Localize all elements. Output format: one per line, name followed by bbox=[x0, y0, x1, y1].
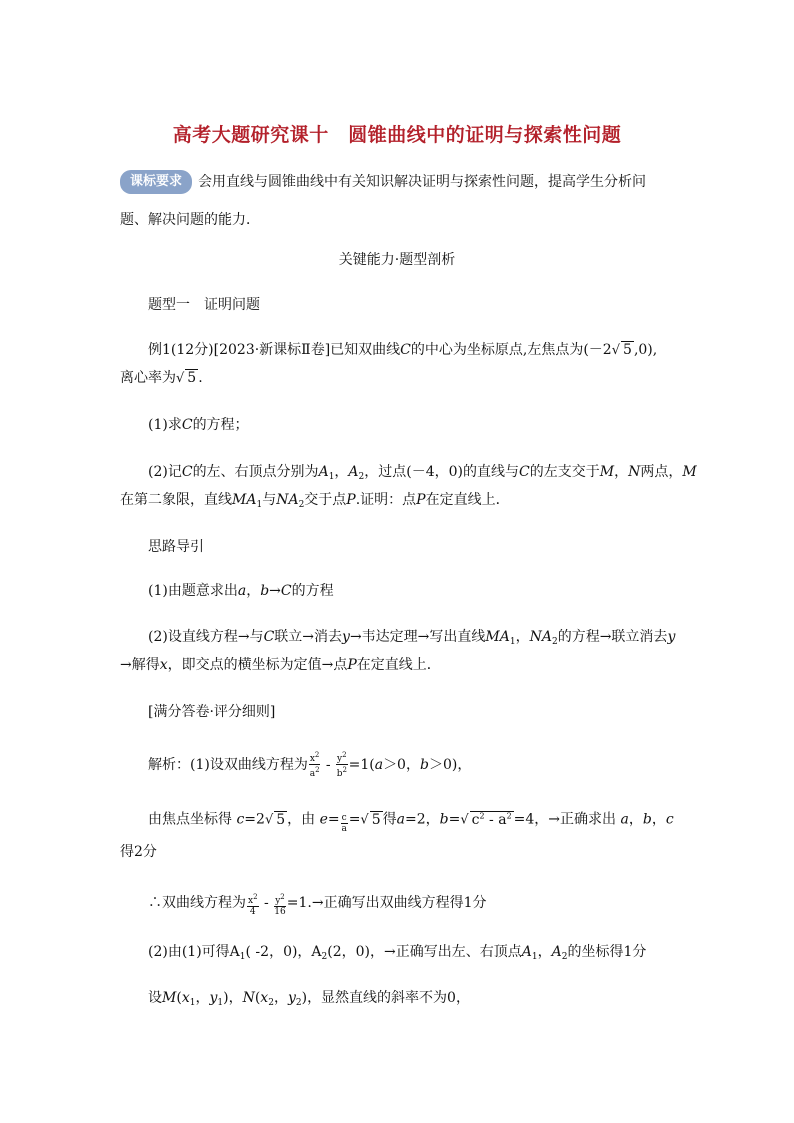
section-heading: 关键能力·题型剖析 bbox=[338, 252, 456, 268]
guide-line-2: (2)设直线方程→与C联立→消去y→韦达定理→写出直线$MA_1$，$NA_2$的方程→联立消去y bbox=[148, 629, 676, 647]
solution-line-5: (2)由(1)可得$A_1$( -2，0)，$A_2(2$，0)，→正确写出左、右顶点$A_1$，$A_2$的坐标得1分 bbox=[148, 944, 647, 962]
question-2-line-1: (2)记C的左、右顶点分别为$A_1$，$A_2$，过点(－4，0)的直线与C的左支交于M，N两点，M bbox=[148, 464, 697, 482]
guide-line-3: →解得x，即交点的横坐标为定值→点P在定直线上． bbox=[120, 657, 441, 673]
question-2-line-2: 在第二象限，直线$MA_1$与$NA_2$交于点P.证明：点P在定直线上． bbox=[120, 492, 510, 510]
question-1: (1)求C的方程； bbox=[148, 417, 249, 433]
page-title: 高考大题研究课十 圆锥曲线中的证明与探索性问题 bbox=[172, 124, 622, 146]
solution-line-2: 由焦点坐标得 c=2√ 5 ，由 e= $\frac{c}{a}$ =√ 5 得a=2，b=√ $c^2 - a^2 =4$，→正确求出 a，b，c bbox=[148, 811, 674, 834]
example-line-1: 例1(12分)[2023·新课标Ⅱ卷]已知双曲线C的中心为坐标原点,左焦点为(－2√ 5 ,0), bbox=[148, 342, 658, 358]
requirement-badge: 课标要求 bbox=[120, 170, 192, 194]
requirement-line-2: 题、解决问题的能力． bbox=[120, 212, 260, 228]
requirement-line-1: 课标要求 会用直线与圆锥曲线中有关知识解决证明与探索性问题，提高学生分析问 bbox=[120, 170, 680, 194]
solution-line-6: 设$M(x_1$，$y_1$)，$N(x_2$，$y_2$)，显然直线的斜率不为0， bbox=[148, 990, 470, 1008]
rubric-heading: [满分答卷·评分细则] bbox=[148, 704, 276, 720]
type-heading: 题型一 证明问题 bbox=[148, 297, 260, 313]
guide-heading: 思路导引 bbox=[148, 539, 204, 555]
solution-line-4: ∴双曲线方程为 $\frac{x^2}{4}$ - $\frac{y^2}{16}$ =1.→正确写出双曲线方程得1分 bbox=[148, 893, 487, 917]
example-line-2: 离心率为√ 5 . bbox=[120, 370, 203, 386]
solution-line-3: 得2分 bbox=[120, 844, 157, 860]
solution-line-1: 解析：(1)设双曲线方程为 $\frac{x^2}{a^2}$ - $\frac{y^2}{b^2}$ =1(a＞0，b＞0)， bbox=[148, 751, 472, 779]
guide-line-1: (1)由题意求出a，b→C的方程 bbox=[148, 583, 334, 599]
